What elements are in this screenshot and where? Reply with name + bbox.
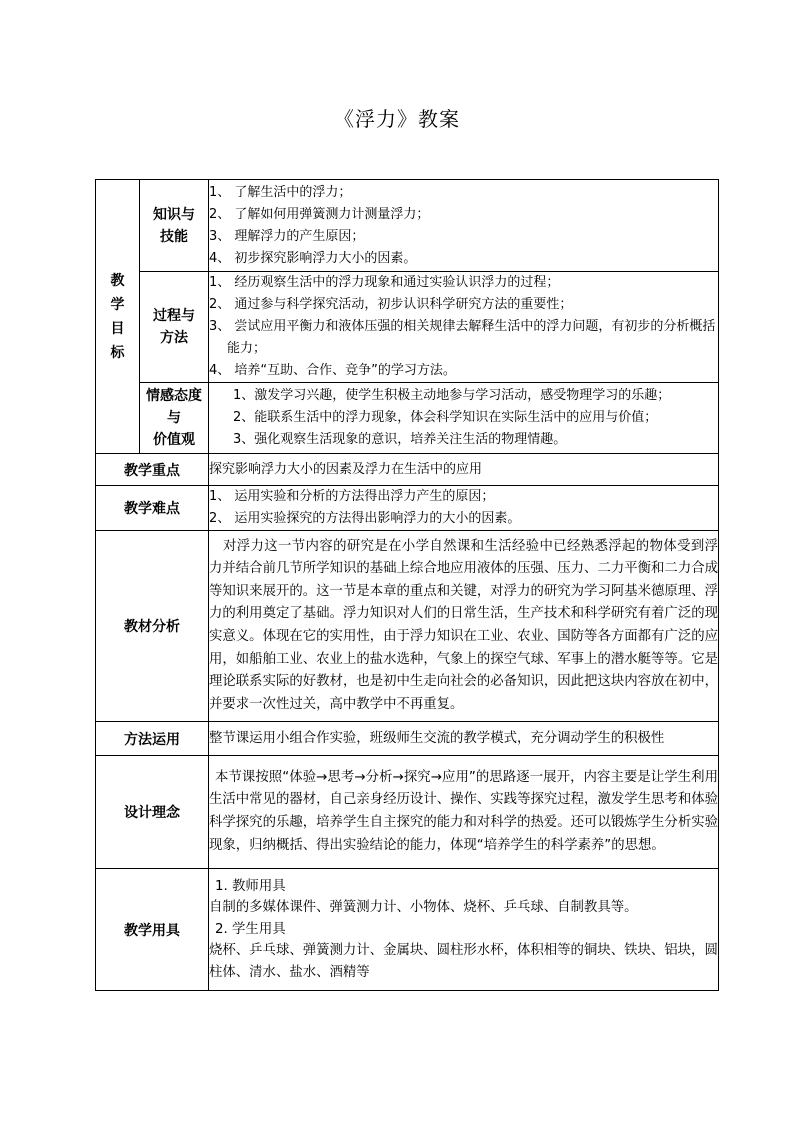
knowledge-label: 知识与 技能 (140, 180, 209, 272)
key-point-label: 教学重点 (96, 454, 209, 486)
list-item: 3、强化观察生活现象的意识，培养关注生活的物理情趣。 (233, 432, 567, 447)
objective-process-row (96, 272, 719, 383)
page-title: 《浮力》教案 (334, 107, 460, 131)
list-item: 4、 培养“互助、合作、竞争”的学习方法。 (209, 363, 456, 378)
list-item: 2、能联系生活中的浮力现象，体会科学知识在实际生活中的应用与价值； (233, 410, 658, 425)
student-tools-text: 烧杯、乒乓球、弹簧测力计、金属块、圆柱形水杯，体积相等的铜块、铁块、铝块，圆柱体、清水、盐水、酒精等 (209, 943, 718, 980)
list-item: 2、 运用实验探究的方法得出影响浮力的大小的因素。 (209, 511, 521, 526)
difficulty-row (96, 486, 719, 531)
objective-emotion-row (96, 383, 719, 454)
teacher-tools-heading: 1. 教师用具 (215, 878, 286, 894)
list-item: 1、 运用实验和分析的方法得出浮力产生的原因； (209, 489, 495, 504)
method-text: 整节课运用小组合作实验，班级师生交流的教学模式，充分调动学生的积极性 (209, 722, 719, 756)
material-text: 对浮力这一节内容的研究是在小学自然课和生活经验中已经熟悉浮起的物体受到浮力并结合前几节所学知识的基础上综合地应用液体的压强、压力、二力平衡和二力合成等知识来展开的。这一节是本章的重点和关键，对浮力的研究为学习阿基米德原理、浮力的利用奠定了基础。浮力知识对人们的日常生活，生产技术和科学研究有着广泛的现实意义。体现在它的实用性，由于浮力知识在工业、农业、国防等各方面都有广泛的应用，如船舶工业、农业上的盐水选种，气象上的探空气球、军事上的潜水艇等等。它是理论联系实际的好教材，也是初中生走向社会的必备知识，因此把这块内容放在初中，并要求一次性过关，高中教学中不再重复。 (209, 531, 719, 722)
list-item: 2、 通过参与科学探究活动，初步认识科学研究方法的重要性； (209, 297, 573, 312)
teacher-tools-text: 自制的多媒体课件、弹簧测力计、小物体、烧杯、乒乓球、自制教具等。 (209, 900, 638, 916)
student-tools-heading: 2. 学生用具 (215, 921, 286, 937)
emotion-label: 情感态度 与 价值观 (140, 383, 209, 454)
emotion-items (209, 383, 719, 454)
lesson-plan-table (95, 179, 719, 991)
list-item: 3、 理解浮力的产生原因； (209, 228, 365, 244)
objective-knowledge-row (96, 180, 719, 272)
key-point-text: 探究影响浮力大小的因素及浮力在生活中的应用 (209, 454, 719, 486)
tools-label: 教学用具 (96, 869, 209, 991)
tools-row (96, 869, 719, 991)
method-row (96, 722, 719, 756)
concept-text: 本节课按照“体验→思考→分析→探究→应用”的思路逐一展开，内容主要是让学生利用生活中常见的器材，自己亲身经历设计、操作、实践等探究过程，激发学生思考和体验科学探究的乐趣，培养学生自主探究的能力和对科学的热爱。还可以锻炼学生分析实验现象，归纳概括、得出实验结论的能力，体现“培养学生的科学素养”的思想。 (209, 756, 719, 869)
process-items (209, 272, 719, 383)
list-item: 1、 了解生活中的浮力； (209, 184, 352, 200)
material-label: 教材分析 (96, 531, 209, 722)
material-row (96, 531, 719, 722)
list-item: 1、 经历观察生活中的浮力现象和通过实验认识浮力的过程； (209, 275, 560, 290)
concept-label: 设计理念 (96, 756, 209, 869)
objectives-label: 教 学 目 标 (96, 180, 140, 454)
tools-content (209, 869, 719, 991)
list-item: 1、激发学习兴趣，使学生积极主动地参与学习活动，感受物理学习的乐趣； (233, 388, 671, 403)
key-point-row (96, 454, 719, 486)
difficulty-items (209, 486, 719, 531)
list-item: 2、 了解如何用弹簧测力计测量浮力； (209, 206, 430, 222)
difficulty-label: 教学难点 (96, 486, 209, 531)
knowledge-items (209, 180, 719, 272)
list-item: 4、 初步探究影响浮力大小的因素。 (209, 250, 417, 266)
method-label: 方法运用 (96, 722, 209, 756)
list-item: 3、 尝试应用平衡力和液体压强的相关规律去解释生活中的浮力问题，有初步的分析概括能力； (209, 319, 716, 356)
concept-row (96, 756, 719, 869)
process-label: 过程与 方法 (140, 272, 209, 383)
